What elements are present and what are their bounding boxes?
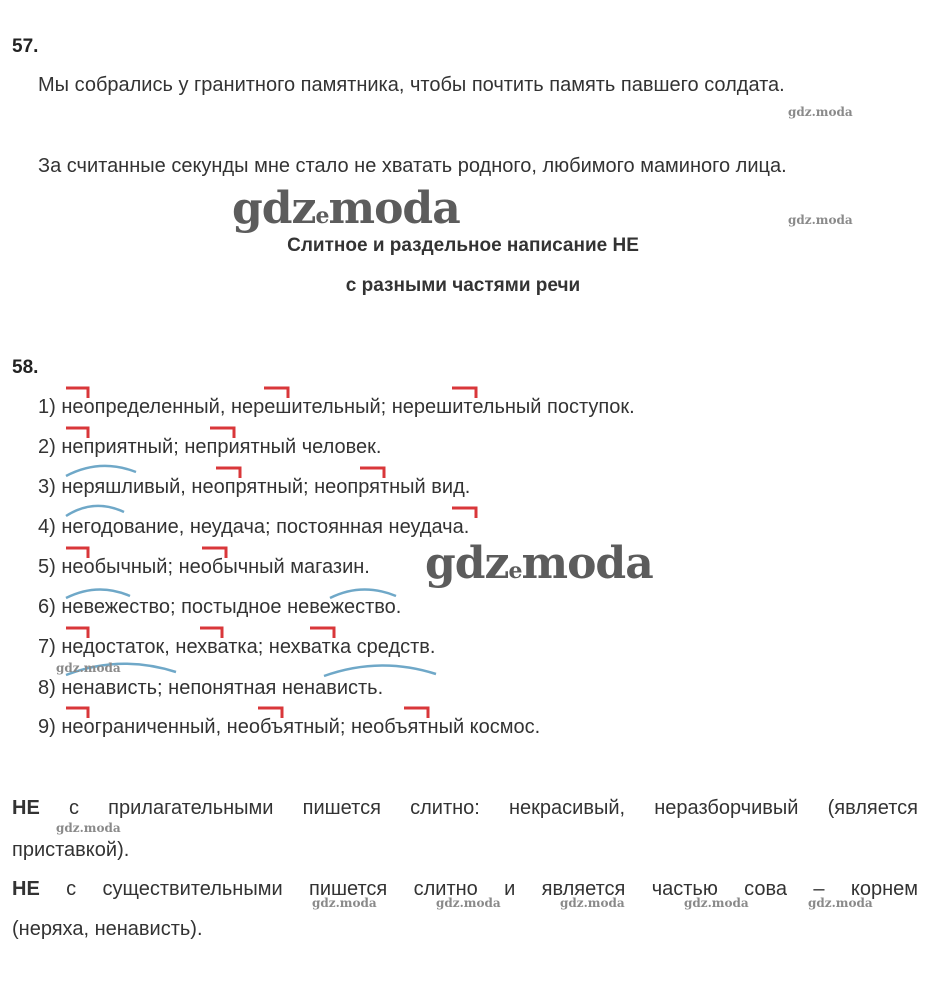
prefix-mark [216, 468, 240, 478]
list-item: 2) неприятный; неприятный человек. [38, 436, 382, 458]
prefix-mark [452, 508, 476, 518]
section-heading-line-2: с разными частями речи [345, 275, 581, 296]
root-arc [66, 589, 130, 598]
root-arc [330, 589, 396, 598]
list-item: 4) негодование, неудача; постоянная неудача. [38, 516, 470, 538]
list-item: 9) неограниченный, необъятный; необъятный космос. [38, 716, 541, 738]
prefix-mark [258, 708, 282, 718]
exercise-57-number: 57. [12, 36, 39, 57]
exercise-57-sentence-1: Мы собрались у гранитного памятника, чтобы почтить память павшего солдата. [38, 74, 785, 96]
prefix-mark [452, 388, 476, 398]
list-item: 3) неряшливый, неопрятный; неопрятный вид. [38, 476, 471, 498]
watermark-logo: gdzemoda [425, 538, 653, 589]
exercise-57-sentence-2: За считанные секунды мне стало не хватать родного, любимого маминого лица. [38, 155, 787, 177]
watermark-small: gdz.moda [436, 896, 501, 910]
list-item: 8) ненависть; непонятная ненависть. [38, 677, 384, 699]
prefix-mark [66, 708, 88, 718]
list-item: 5) необычный; необычный магазин. [38, 556, 370, 578]
list-item: 6) невежество; постыдное невежество. [38, 596, 402, 618]
exercise-58-number: 58. [12, 357, 39, 378]
root-arc [66, 466, 136, 476]
watermark-small: gdz.moda [560, 896, 625, 910]
prefix-mark [310, 628, 334, 638]
list-item: 1) неопределенный, нерешительный; нерешительный поступок. [38, 396, 635, 418]
rule-text: с существительными пишется слитно и является частью сова – корнем [66, 878, 918, 900]
watermark-small: gdz.moda [312, 896, 377, 910]
prefix-mark [202, 548, 226, 558]
watermark-small: gdz.moda [684, 896, 749, 910]
prefix-mark [404, 708, 428, 718]
watermark-small: gdz.moda [56, 821, 121, 835]
prefix-mark [264, 388, 288, 398]
watermark-small: gdz.moda [56, 661, 121, 675]
prefix-mark [200, 628, 222, 638]
prefix-mark [210, 428, 234, 438]
watermark-small: gdz.moda [808, 896, 873, 910]
prefix-mark [66, 628, 88, 638]
prefix-mark [66, 428, 88, 438]
rule-text: с прилагательными пишется слитно: некрасивый, неразборчивый (является [68, 797, 918, 819]
section-heading-line-1: Слитное и раздельное написание НЕ [287, 235, 639, 256]
watermark-logo: gdzemoda [232, 183, 460, 234]
rule-adjectives-line-2: приставкой). [12, 839, 130, 861]
list-item: 7) недостаток, нехватка; нехватка средств. [38, 636, 436, 658]
prefix-mark [66, 548, 88, 558]
prefix-mark [66, 388, 88, 398]
root-arc [66, 506, 124, 516]
root-marks [66, 466, 436, 676]
rule-adjectives-line-1 [12, 797, 918, 820]
root-arc [324, 665, 436, 676]
prefix-mark [360, 468, 384, 478]
rule-nouns-line-2: (неряха, ненависть). [12, 918, 203, 940]
rule-keyword: НЕ [12, 797, 40, 819]
watermark-small: gdz.moda [788, 105, 853, 119]
watermark-small: gdz.moda [788, 213, 853, 227]
rule-keyword: НЕ [12, 878, 40, 900]
